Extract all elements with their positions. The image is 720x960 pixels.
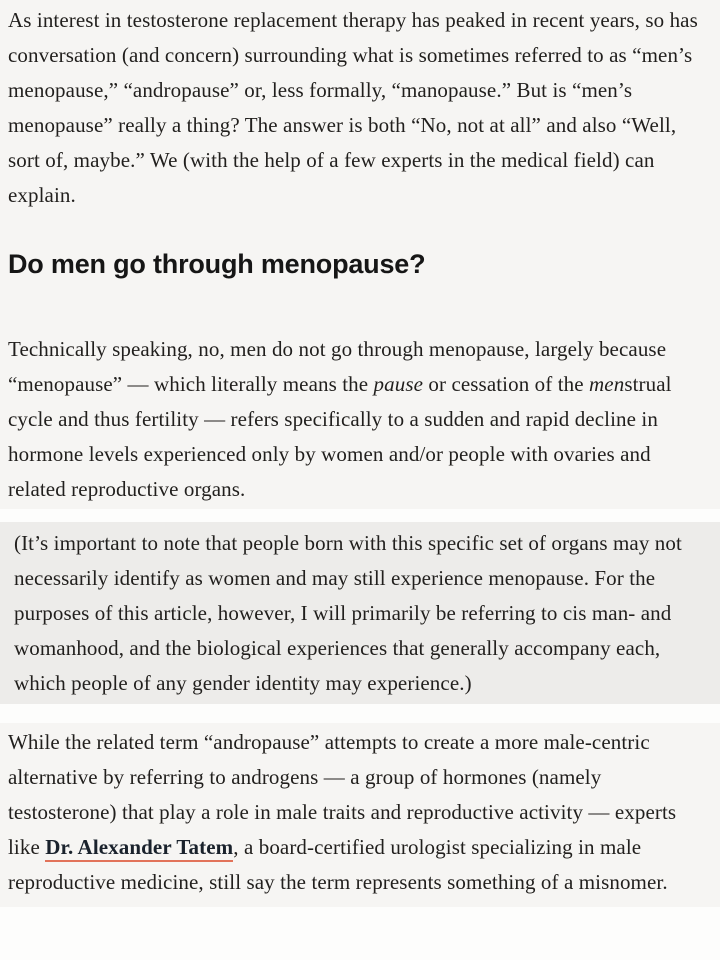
italic-text: pause [373,372,424,396]
body-text: (It’s important to note that people born with this specific set of organs may not necessarily identify as women and may still experience menopause. For the purposes of this article, however, I will primarily be referring to cis man- and womanhood, and the biological experiences that generally accompany each, which people of any gender identity may experience.) [14,531,682,695]
body-text: While the related term “andropause” attempts to create a more male-centric alternative by referring to androgens — a group of hormones (namely testosterone) that play a role in male traits and reproductive activity — experts like [8,730,677,859]
definition-paragraph [8,332,712,507]
body-text: Technically speaking, no, men do not go through menopause, largely because “menopause” — which literally means the [8,337,667,396]
callout-paragraph [14,526,712,701]
body-text: strual cycle and thus fertility — refers specifically to a sudden and rapid decline in hormone levels experienced only by women and/or people with ovaries and related reproductive organs. [8,372,672,501]
body-text: or cessation of the [423,372,590,396]
editorial-note-callout [0,522,720,704]
intro-paragraph [8,3,712,213]
closing-paragraph [8,725,712,900]
section-heading: Do men go through menopause? [8,249,426,279]
doctor-profile-link[interactable]: Dr. Alexander Tatem [45,835,233,862]
body-text: , a board-certified urologist specializing in male reproductive medicine, still say the term represents something of a misnomer. [8,835,668,894]
body-text: As interest in testosterone replacement therapy has peaked in recent years, so has conversation (and concern) surrounding what is sometimes referred to as “men’s menopause,” “andropause” or, less formally, “manopause.” But is “men’s menopause” really a thing? The answer is both “No, not at all” and also “Well, sort of, maybe.” We (with the help of a few experts in the medical field) can explain. [8,8,698,207]
italic-text: men [589,372,625,396]
bottom-whitespace [0,907,720,927]
closing-section [0,723,720,907]
